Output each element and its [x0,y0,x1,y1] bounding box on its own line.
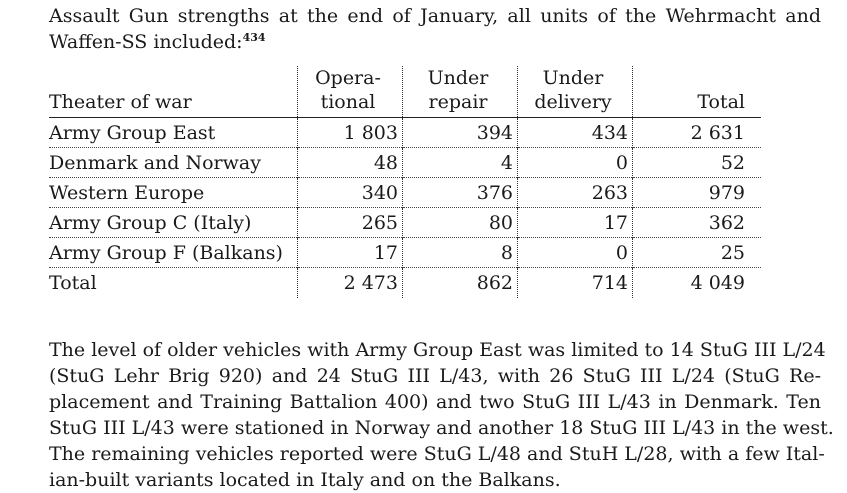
assault-gun-strength-table [49,66,761,298]
body-paragraph [49,337,834,493]
cell-operational: 1 803 [298,118,403,148]
cell-repair: 394 [403,118,518,148]
cell-total: 362 [633,208,762,238]
header-operational: Opera- tional [298,66,403,118]
header-under-delivery: Under delivery [518,66,633,118]
cell-total: 25 [633,238,762,268]
cell-delivery: 263 [518,178,633,208]
cell-total: 2 631 [633,118,762,148]
cell-theater: Army Group F (Balkans) [49,241,283,264]
cell-operational: 265 [298,208,403,238]
table-row [49,148,761,178]
table-row [49,178,761,208]
cell-theater: Total [49,271,97,294]
intro-line-1: Assault Gun strengths at the end of January, all units of the Wehrmacht and [49,5,821,27]
footnote-marker: 434 [242,31,266,44]
cell-theater: Army Group East [49,121,216,144]
cell-repair: 80 [403,208,518,238]
cell-delivery: 714 [518,268,633,298]
cell-repair: 8 [403,238,518,268]
cell-operational: 340 [298,178,403,208]
cell-repair: 376 [403,178,518,208]
paragraph-line: ian-built variants located in Italy and on the Balkans. [49,469,561,491]
cell-theater: Western Europe [49,181,205,204]
cell-operational: 17 [298,238,403,268]
cell-delivery: 434 [518,118,633,148]
cell-delivery: 0 [518,238,633,268]
cell-total: 52 [633,148,762,178]
table-row [49,118,761,148]
table-row [49,208,761,238]
cell-total: 4 049 [633,268,762,298]
table-body [49,118,761,298]
header-theater: Theater of war [49,91,192,113]
paragraph-line: (StuG Lehr Brig 920) and 24 StuG III L/43, with 26 StuG III L/24 (StuG Re- [49,365,821,387]
table-total-row [49,268,761,298]
paragraph-line: StuG III L/43 were stationed in Norway and another 18 StuG III L/43 in the west. [49,417,834,439]
cell-total: 979 [633,178,762,208]
cell-repair: 862 [403,268,518,298]
header-under-repair: Under repair [403,66,518,118]
paragraph-line: The remaining vehicles reported were StuG L/48 and StuH L/28, with a few Ital- [49,443,825,465]
intro-line-2 [49,29,821,55]
table-row [49,238,761,268]
cell-repair: 4 [403,148,518,178]
cell-delivery: 17 [518,208,633,238]
cell-operational: 48 [298,148,403,178]
table-header [49,66,761,118]
cell-operational: 2 473 [298,268,403,298]
paragraph-line: placement and Training Battalion 400) and two StuG III L/43 in Denmark. Ten [49,391,821,413]
cell-delivery: 0 [518,148,633,178]
intro-line-2-text: Waffen-SS included: [49,31,243,53]
cell-theater: Army Group C (Italy) [49,211,252,234]
header-total: Total [633,66,762,118]
cell-theater: Denmark and Norway [49,151,261,174]
paragraph-line: The level of older vehicles with Army Group East was limited to 14 StuG III L/24 [49,339,826,361]
intro-text [49,3,821,55]
